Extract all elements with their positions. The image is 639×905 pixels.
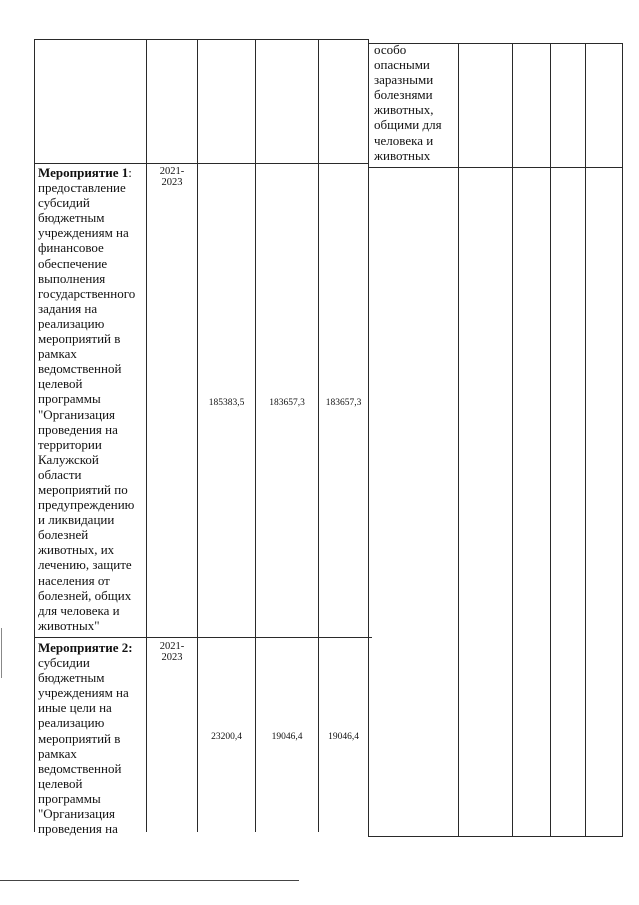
text-line: целевой — [38, 376, 83, 392]
row1-years — [147, 166, 197, 188]
text-line: программы — [38, 391, 101, 407]
text-line: области — [38, 466, 82, 482]
footer-rule — [0, 880, 299, 881]
year-end: 2023 — [161, 652, 183, 663]
grid-col-9 — [585, 43, 586, 837]
text-line: предоставление — [38, 180, 126, 196]
row2-value-2: 19046,4 — [271, 732, 303, 742]
text-line: предупреждению — [38, 497, 135, 513]
text-line: населения от — [38, 572, 110, 588]
grid-col-6 — [458, 43, 459, 837]
text-line: обеспечение — [38, 255, 108, 271]
text-line: болезней, общих — [38, 587, 132, 603]
row2-value-3: 19046,4 — [328, 732, 359, 742]
text-line: рамках — [38, 346, 77, 362]
left-edge-mark — [1, 628, 2, 678]
text-line: программы — [38, 790, 101, 806]
text-line: "Организация — [38, 406, 116, 422]
text-line: рамках — [38, 745, 77, 761]
text-line: особо — [374, 42, 407, 57]
text-line: территории — [38, 436, 102, 452]
text-line: животных, — [374, 102, 434, 118]
text-line: проведения на — [38, 421, 118, 437]
year-start: 2021- — [159, 166, 185, 177]
row1-title: Мероприятие 1 — [38, 165, 129, 180]
text-line: "Организация — [38, 806, 116, 822]
year-end: 2023 — [161, 177, 183, 188]
text-line: реализацию — [38, 715, 105, 731]
text-line: субсидии — [38, 655, 90, 671]
grid-col-8 — [550, 43, 551, 837]
text-line: животных" — [38, 617, 100, 633]
text-line: иные цели на — [38, 700, 112, 716]
row1-value-3: 183657,3 — [325, 398, 362, 408]
text-line: опасными — [374, 57, 430, 73]
text-line: бюджетным — [38, 670, 105, 686]
text-line: для человека и — [38, 602, 120, 618]
text-line: бюджетным — [38, 210, 105, 226]
text-line: Калужской — [38, 451, 99, 467]
text-line: выполнения — [38, 270, 106, 286]
text-line: мероприятий по — [38, 481, 128, 497]
text-line: и ликвидации — [38, 512, 115, 528]
grid-col-3 — [255, 39, 256, 832]
top-cell-text — [374, 42, 458, 163]
grid-col-0 — [34, 39, 35, 832]
text-line: учреждениям на — [38, 225, 129, 241]
grid-col-10 — [622, 43, 623, 837]
text-line: мероприятий в — [38, 331, 121, 347]
text-line: субсидий — [38, 195, 90, 211]
text-line: проведения на — [38, 821, 118, 837]
grid-col-2 — [197, 39, 198, 832]
row1-description — [38, 165, 146, 633]
row1-title-suffix: : — [128, 165, 132, 180]
text-line: мероприятий в — [38, 730, 121, 746]
row2-title: Мероприятие 2: — [38, 640, 133, 655]
text-line: задания на — [38, 300, 98, 316]
text-line: лечению, защите — [38, 557, 132, 573]
row1-value-1: 185383,5 — [208, 398, 245, 408]
text-line: заразными — [374, 72, 434, 88]
row1-title-line — [38, 165, 146, 180]
text-line: болезней — [38, 527, 89, 543]
text-line: учреждениям на — [38, 685, 129, 701]
text-line: ведомственной — [38, 361, 122, 377]
text-line: государственного — [38, 285, 136, 301]
year-start: 2021- — [159, 641, 185, 652]
grid-line-row2 — [34, 637, 372, 638]
text-line: животных, их — [38, 542, 115, 558]
grid-col-1 — [146, 39, 147, 832]
text-line: реализацию — [38, 315, 105, 331]
row2-value-1: 23200,4 — [211, 732, 242, 742]
text-line: болезнями — [374, 87, 433, 103]
text-line: общими для — [374, 117, 442, 133]
row2-years — [147, 641, 197, 663]
row1-value-2: 183657,3 — [269, 398, 305, 408]
text-line: ведомственной — [38, 760, 122, 776]
row2-description — [38, 640, 146, 836]
text-line: животных — [374, 147, 431, 163]
grid-col-7 — [512, 43, 513, 837]
text-line: целевой — [38, 775, 83, 791]
text-line: финансовое — [38, 240, 104, 256]
grid-col-4 — [318, 39, 319, 832]
grid-col-5 — [368, 39, 369, 837]
text-line: человека и — [374, 132, 434, 148]
